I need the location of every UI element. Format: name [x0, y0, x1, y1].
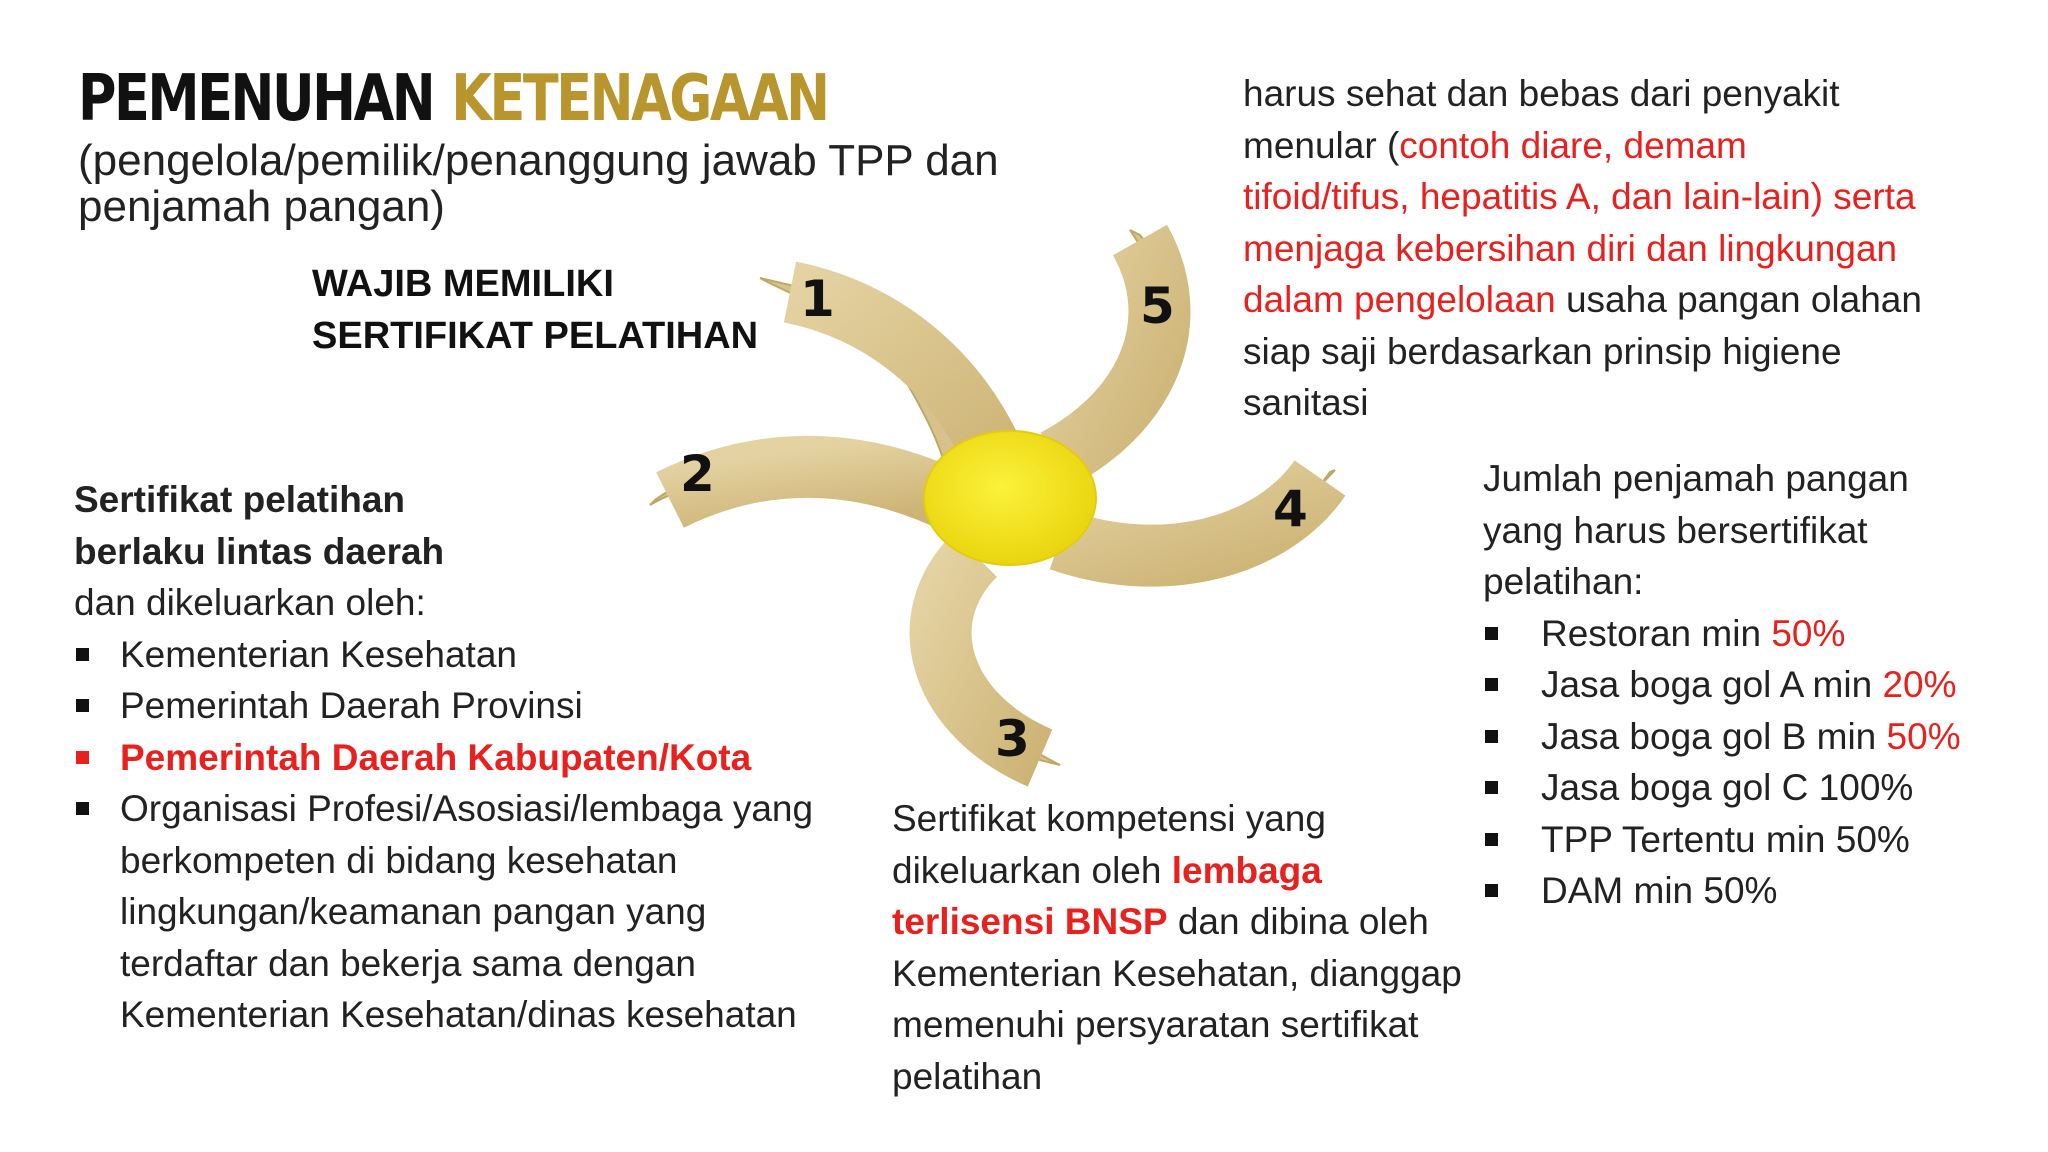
quota-item: DAM min 50%: [1483, 865, 2023, 917]
step-number-3: 3: [995, 710, 1030, 768]
quota-item: Jasa boga gol C 100%: [1483, 762, 2023, 814]
list-item: Kementerian Kesehatan: [74, 629, 854, 681]
panel-5-text-part2: usaha pangan olahan siap saji berdasarkan prinsip higiene sanitasi: [1243, 279, 1922, 423]
quota-item: Jasa boga gol B min 50%: [1483, 711, 2023, 763]
step-number-5: 5: [1140, 277, 1175, 335]
pinwheel-center: [924, 431, 1096, 565]
wajib-heading-line1: WAJIB MEMILIKI: [312, 263, 614, 305]
panel-3-text-part1: Sertifikat kompetensi yang dikeluarkan oleh: [892, 798, 1326, 891]
title-word-ketenagaan: KETENAGAAN: [451, 62, 828, 136]
quota-item: TPP Tertentu min 50%: [1483, 814, 2023, 866]
panel-5-text-highlight: contoh diare, demam tifoid/tifus, hepatitis A, dan lain-lain) serta menjaga kebersihan diri dan lingkungan dalam pengelolaan: [1243, 124, 1916, 320]
panel-4-intro: Jumlah penjamah pangan yang harus bersertifikat pelatihan:: [1483, 458, 1909, 602]
list-item-highlight: Pemerintah Daerah Kabupaten/Kota: [74, 732, 854, 784]
panel-2-intro: dan dikeluarkan oleh:: [74, 582, 426, 623]
pinwheel-arm-body-5: [1055, 240, 1159, 460]
panel-5-text: [1243, 68, 1923, 429]
wajib-heading-line2: SERTIFIKAT PELATIHAN: [312, 315, 759, 357]
step-number-4: 4: [1273, 480, 1308, 538]
list-item: Pemerintah Daerah Provinsi: [74, 680, 854, 732]
page-subtitle: (pengelola/pemilik/penanggung jawab TPP dan penjamah pangan): [78, 136, 999, 231]
panel-2-bold-line2: berlaku lintas daerah: [74, 530, 445, 572]
step-number-1: 1: [800, 270, 835, 328]
panel-5-text-part1: harus sehat dan bebas dari penyakit menular (: [1243, 73, 1840, 166]
panel-2: [74, 474, 854, 1041]
panel-2-bold-line1: Sertifikat pelatihan: [74, 479, 406, 520]
panel-4: [1483, 453, 2023, 917]
panel-3-text: [892, 793, 1472, 1102]
issuer-list: [74, 629, 854, 1041]
list-item: Organisasi Profesi/Asosiasi/lembaga yang berkompeten di bidang kesehatan lingkungan/keamanan pangan yang terdaftar dan bekerja sama dengan Kementerian Kesehatan/dinas kesehatan: [74, 783, 854, 1041]
quota-item: Jasa boga gol A min 20%: [1483, 659, 2023, 711]
quota-item: Restoran min 50%: [1483, 608, 2023, 660]
panel-3-text-part2: dan dibina oleh Kementerian Kesehatan, dianggap memenuhi persyaratan sertifikat pelatihan: [892, 901, 1462, 1097]
panel-3-text-highlight: lembaga terlisensi BNSP: [892, 849, 1322, 942]
quota-list: [1483, 608, 2023, 917]
step-number-2: 2: [680, 445, 715, 503]
title-word-pemenuhan: PEMENUHAN: [78, 62, 434, 136]
